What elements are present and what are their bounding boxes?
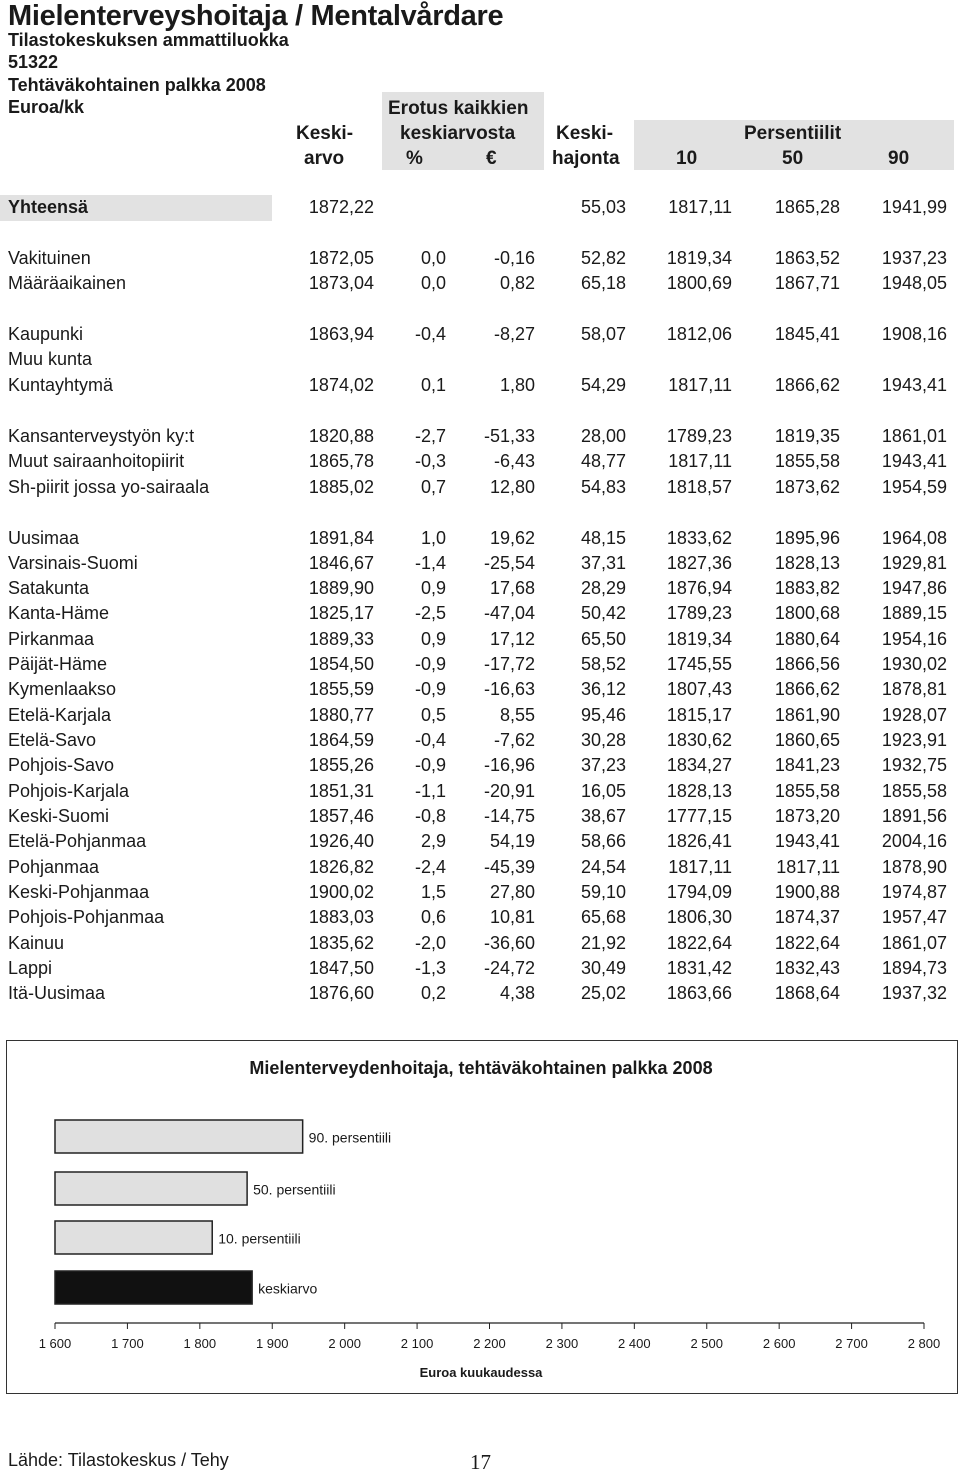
table-row: [0, 324, 960, 349]
row-label: Varsinais-Suomi: [8, 553, 138, 573]
x-tick-label: 2 300: [545, 1336, 579, 1351]
cell-p50: 1828,13: [774, 553, 840, 573]
cell-sd: 25,02: [580, 983, 626, 1003]
cell-p50: 1855,58: [774, 451, 840, 471]
cell-sd: 28,00: [580, 426, 626, 446]
table-row: [0, 654, 960, 679]
row-label: Muu kunta: [8, 349, 93, 369]
x-tick-label: 2 600: [762, 1336, 796, 1351]
cell-diff-eur: -16,63: [483, 679, 535, 699]
cell-mean: 1926,40: [308, 831, 374, 851]
cell-p50: 1800,68: [774, 603, 840, 623]
cell-diff-eur: -0,16: [493, 248, 535, 268]
cell-p90: 1937,32: [881, 983, 947, 1003]
cell-p10: 1826,41: [666, 831, 732, 851]
row-label: Pohjois-Savo: [8, 755, 115, 775]
cell-diff-pct: 0,6: [420, 907, 446, 927]
cell-p10: 1828,13: [666, 781, 732, 801]
cell-p10: 1794,09: [666, 882, 732, 902]
row-label: Etelä-Savo: [8, 730, 97, 750]
x-tick-label: 2 800: [907, 1336, 941, 1351]
cell-sd: 37,23: [580, 755, 626, 775]
cell-diff-pct: 0,9: [420, 578, 446, 598]
cell-p90: 1891,56: [881, 806, 947, 826]
cell-diff-pct: -1,4: [414, 553, 446, 573]
cell-p10: 1863,66: [666, 983, 732, 1003]
row-label: Sh-piirit jossa yo-sairaala: [8, 477, 210, 497]
x-tick-label: 2 700: [835, 1336, 868, 1351]
chart-title: Mielenterveydenhoitaja, tehtäväkohtainen palkka 2008: [249, 1058, 713, 1078]
row-label: Itä-Uusimaa: [8, 983, 106, 1003]
cell-p10: 1819,34: [666, 629, 732, 649]
cell-sd: 65,68: [580, 907, 626, 927]
cell-p50: 1845,41: [774, 324, 840, 344]
cell-sd: 58,66: [580, 831, 626, 851]
cell-p50: 1855,58: [774, 781, 840, 801]
cell-p90: 1937,23: [881, 248, 947, 268]
cell-p50: 1867,71: [774, 273, 840, 293]
cell-diff-pct: -2,5: [414, 603, 446, 623]
cell-mean: 1880,77: [308, 705, 374, 725]
cell-p50: 1874,37: [774, 907, 840, 927]
cell-diff-pct: 2,9: [420, 831, 446, 851]
cell-sd: 54,83: [580, 477, 626, 497]
table-row: [0, 426, 960, 451]
cell-diff-eur: -7,62: [493, 730, 535, 750]
table-row: [0, 273, 960, 298]
cell-p50: 1841,23: [774, 755, 840, 775]
cell-p50: 1866,56: [774, 654, 840, 674]
row-label: Etelä-Karjala: [8, 705, 112, 725]
cell-mean: 1825,17: [308, 603, 374, 623]
col-sd-header-top: Keski-: [556, 123, 614, 144]
cell-p10: 1806,30: [666, 907, 732, 927]
cell-sd: 52,82: [580, 248, 626, 268]
page-title: Mielenterveyshoitaja / Mentalvårdare: [8, 0, 504, 32]
cell-mean: 1883,03: [308, 907, 374, 927]
cell-sd: 54,29: [580, 375, 626, 395]
x-tick-label: 2 400: [618, 1336, 651, 1351]
cell-mean: 1857,46: [308, 806, 374, 826]
x-tick-label: 1 600: [38, 1336, 72, 1351]
cell-p90: 1878,81: [881, 679, 947, 699]
chart-bar-label: 10. persentiili: [218, 1230, 301, 1247]
cell-p90: 1957,47: [881, 907, 947, 927]
row-label: Kainuu: [8, 933, 65, 953]
cell-diff-eur: 54,19: [489, 831, 535, 851]
cell-diff-eur: -14,75: [483, 806, 535, 826]
cell-mean: 1835,62: [308, 933, 374, 953]
chart-bar-label: 90. persentiili: [308, 1129, 392, 1146]
cell-p10: 1789,23: [666, 426, 732, 446]
table-row: [0, 349, 960, 374]
cell-p90: 1889,15: [881, 603, 947, 623]
cell-sd: 16,05: [580, 781, 626, 801]
cell-diff-eur: 4,38: [499, 983, 535, 1003]
cell-p50: 1873,62: [774, 477, 840, 497]
cell-p50: 1943,41: [774, 831, 840, 851]
cell-mean: 1855,26: [308, 755, 374, 775]
cell-p90: 1908,16: [881, 324, 947, 344]
row-label: Pohjanmaa: [8, 857, 100, 877]
cell-diff-pct: -0,8: [414, 806, 446, 826]
cell-mean: 1820,88: [308, 426, 374, 446]
cell-diff-pct: 1,5: [420, 882, 446, 902]
cell-p90: 2004,16: [881, 831, 947, 851]
cell-p90: 1855,58: [881, 781, 947, 801]
table-row: [0, 553, 960, 578]
cell-diff-pct: -0,3: [414, 451, 446, 471]
chart-bar: [55, 1221, 212, 1254]
cell-p90: 1894,73: [881, 958, 947, 978]
cell-sd: 58,52: [580, 654, 626, 674]
table-row: [0, 882, 960, 907]
cell-diff-pct: -1,3: [414, 958, 446, 978]
cell-diff-pct: 0,0: [420, 273, 446, 293]
cell-p90: 1861,01: [881, 426, 947, 446]
table-row: [0, 248, 960, 273]
cell-sd: 65,50: [580, 629, 626, 649]
cell-sd: 36,12: [580, 679, 626, 699]
cell-mean: 1851,31: [308, 781, 374, 801]
x-tick-label: 2 000: [328, 1336, 361, 1351]
col-mean-header-bottom: arvo: [304, 148, 345, 169]
table-row: [0, 679, 960, 704]
table-row: [0, 603, 960, 628]
table-row: [0, 806, 960, 831]
chart-bar-label: 50. persentiili: [253, 1181, 336, 1198]
cell-diff-eur: 27,80: [489, 882, 535, 902]
cell-diff-pct: -0,4: [414, 730, 446, 750]
chart-bar: [55, 1172, 247, 1205]
cell-sd: 24,54: [580, 857, 626, 877]
x-tick-label: 2 100: [400, 1336, 434, 1351]
cell-p50: 1883,82: [774, 578, 840, 598]
cell-diff-eur: -51,33: [483, 426, 535, 446]
cell-p10: 1789,23: [666, 603, 732, 623]
cell-diff-eur: 19,62: [489, 528, 535, 548]
row-label: Kaupunki: [8, 324, 84, 344]
cell-p50: 1819,35: [774, 426, 840, 446]
cell-p50: 1880,64: [774, 629, 840, 649]
cell-diff-pct: -2,4: [414, 857, 446, 877]
cell-p90: 1929,81: [881, 553, 947, 573]
cell-diff-pct: 0,1: [420, 375, 446, 395]
cell-p90: 1947,86: [881, 578, 947, 598]
percentile-bar-chart: [7, 1041, 956, 1392]
cell-mean: 1865,78: [308, 451, 374, 471]
row-label: Vakituinen: [8, 248, 91, 268]
cell-mean: 1826,82: [308, 857, 374, 877]
row-label: Pohjois-Pohjanmaa: [8, 907, 165, 927]
cell-sd: 28,29: [580, 578, 626, 598]
page-number: 17: [470, 1450, 491, 1474]
table-row: [0, 451, 960, 476]
cell-p50: 1860,65: [774, 730, 840, 750]
cell-diff-eur: -24,72: [483, 958, 535, 978]
cell-p10: 1777,15: [666, 806, 732, 826]
cell-p10: 1831,42: [666, 958, 732, 978]
cell-diff-pct: -2,7: [414, 426, 446, 446]
cell-diff-eur: -45,39: [483, 857, 535, 877]
cell-mean: 1855,59: [308, 679, 374, 699]
cell-p10: 1745,55: [666, 654, 732, 674]
cell-mean: 1873,04: [308, 273, 374, 293]
cell-diff-eur: 10,81: [489, 907, 535, 927]
cell-sd: 95,46: [580, 705, 626, 725]
cell-diff-pct: 1,0: [420, 528, 446, 548]
cell-mean: 1872,05: [308, 248, 374, 268]
cell-p90: 1878,90: [881, 857, 947, 877]
chart-frame: [6, 1040, 958, 1394]
cell-p50: 1822,64: [774, 933, 840, 953]
cell-p90: 1941,99: [881, 197, 947, 217]
table-row: [0, 983, 960, 1008]
chart-bar-label: keskiarvo: [258, 1280, 318, 1297]
x-tick-label: 2 500: [690, 1336, 724, 1351]
row-label: Lappi: [8, 958, 53, 978]
cell-mean: 1872,22: [308, 197, 374, 217]
cell-p10: 1819,34: [666, 248, 732, 268]
cell-sd: 48,15: [580, 528, 626, 548]
row-label: Keski-Suomi: [8, 806, 110, 826]
cell-p90: 1943,41: [881, 375, 947, 395]
col-p10-header: 10: [676, 148, 698, 169]
cell-diff-eur: -8,27: [493, 324, 535, 344]
cell-p10: 1817,11: [668, 451, 732, 471]
cell-sd: 37,31: [580, 553, 626, 573]
cell-mean: 1847,50: [308, 958, 374, 978]
x-tick-label: 1 800: [183, 1336, 217, 1351]
cell-diff-pct: -0,4: [414, 324, 446, 344]
cell-sd: 58,07: [580, 324, 626, 344]
cell-mean: 1854,50: [308, 654, 374, 674]
cell-p90: 1954,16: [881, 629, 947, 649]
row-label: Etelä-Pohjanmaa: [8, 831, 147, 851]
cell-p10: 1876,94: [666, 578, 732, 598]
row-label: Keski-Pohjanmaa: [8, 882, 150, 902]
cell-diff-pct: 0,0: [420, 248, 446, 268]
cell-sd: 30,49: [580, 958, 626, 978]
cell-mean: 1889,33: [308, 629, 374, 649]
col-mean-header-top: Keski-: [296, 123, 354, 144]
cell-diff-pct: -0,9: [414, 755, 446, 775]
cell-mean: 1874,02: [308, 375, 374, 395]
cell-p90: 1954,59: [881, 477, 947, 497]
row-label: Päijät-Häme: [8, 654, 108, 674]
cell-mean: 1889,90: [308, 578, 374, 598]
cell-mean: 1864,59: [308, 730, 374, 750]
cell-p50: 1865,28: [774, 197, 840, 217]
unit-label: Euroa/kk: [8, 97, 85, 117]
cell-p10: 1833,62: [666, 528, 732, 548]
table-row: [0, 477, 960, 502]
salary-type-label: Tehtäväkohtainen palkka 2008: [8, 75, 266, 95]
cell-sd: 65,18: [580, 273, 626, 293]
cell-mean: 1891,84: [308, 528, 374, 548]
table-row: [0, 705, 960, 730]
cell-sd: 38,67: [580, 806, 626, 826]
row-label: Kuntayhtymä: [8, 375, 114, 395]
cell-p50: 1900,88: [774, 882, 840, 902]
occupation-class-label: Tilastokeskuksen ammattiluokka: [8, 30, 289, 50]
cell-sd: 50,42: [580, 603, 626, 623]
cell-p50: 1861,90: [774, 705, 840, 725]
cell-p10: 1815,17: [666, 705, 732, 725]
cell-diff-pct: 0,2: [420, 983, 446, 1003]
cell-p50: 1866,62: [774, 375, 840, 395]
table-row: [0, 933, 960, 958]
cell-diff-pct: -2,0: [414, 933, 446, 953]
chart-bar: [55, 1120, 303, 1153]
cell-p10: 1807,43: [666, 679, 732, 699]
table-row: [0, 857, 960, 882]
table-row: [0, 755, 960, 780]
x-tick-label: 1 900: [255, 1336, 289, 1351]
cell-p90: 1948,05: [881, 273, 947, 293]
cell-p50: 1863,52: [774, 248, 840, 268]
table-row: [0, 958, 960, 983]
cell-diff-eur: 1,80: [499, 375, 535, 395]
row-label: Kymenlaakso: [8, 679, 117, 699]
cell-diff-eur: -36,60: [483, 933, 535, 953]
cell-p90: 1964,08: [881, 528, 947, 548]
cell-sd: 55,03: [580, 197, 626, 217]
row-label: Kansanterveystyön ky:t: [8, 426, 195, 446]
cell-p10: 1830,62: [666, 730, 732, 750]
cell-diff-pct: -1,1: [414, 781, 446, 801]
cell-mean: 1863,94: [308, 324, 374, 344]
col-diff-eur-header: €: [486, 148, 497, 169]
cell-p90: 1974,87: [881, 882, 947, 902]
cell-p50: 1832,43: [774, 958, 840, 978]
cell-sd: 48,77: [580, 451, 626, 471]
row-label: Uusimaa: [8, 528, 80, 548]
x-axis-label: Euroa kuukaudessa: [419, 1365, 543, 1380]
row-label: Kanta-Häme: [8, 603, 110, 623]
cell-p10: 1822,64: [666, 933, 732, 953]
cell-p90: 1930,02: [881, 654, 947, 674]
x-tick-label: 1 700: [111, 1336, 144, 1351]
table-row: [0, 907, 960, 932]
row-label: Pirkanmaa: [8, 629, 95, 649]
table-row: [0, 831, 960, 856]
row-label: Satakunta: [8, 578, 90, 598]
cell-diff-eur: -16,96: [483, 755, 535, 775]
cell-sd: 30,28: [580, 730, 626, 750]
cell-diff-eur: -25,54: [483, 553, 535, 573]
cell-p10: 1818,57: [666, 477, 732, 497]
cell-sd: 59,10: [580, 882, 626, 902]
col-diff-header-2: keskiarvosta: [400, 123, 516, 144]
table-row: [0, 629, 960, 654]
cell-mean: 1900,02: [308, 882, 374, 902]
row-label: Määräaikainen: [8, 273, 127, 293]
cell-diff-eur: 8,55: [499, 705, 535, 725]
cell-mean: 1885,02: [308, 477, 374, 497]
col-sd-header-bottom: hajonta: [552, 148, 620, 169]
col-diff-header-1: Erotus kaikkien: [388, 98, 529, 119]
cell-diff-eur: 0,82: [499, 273, 535, 293]
cell-p90: 1861,07: [881, 933, 947, 953]
col-p50-header: 50: [782, 148, 804, 169]
table-row: [0, 781, 960, 806]
source-note: Lähde: Tilastokeskus / Tehy: [8, 1450, 229, 1470]
col-p90-header: 90: [888, 148, 910, 169]
cell-diff-eur: -17,72: [483, 654, 535, 674]
cell-diff-pct: -0,9: [414, 679, 446, 699]
cell-p50: 1817,11: [776, 857, 840, 877]
cell-diff-pct: 0,7: [420, 477, 446, 497]
table-total-row: [0, 197, 960, 222]
occupation-code: 51322: [8, 52, 59, 72]
cell-p90: 1928,07: [881, 705, 947, 725]
table-row: [0, 730, 960, 755]
cell-p10: 1827,36: [666, 553, 732, 573]
cell-diff-eur: 17,68: [489, 578, 535, 598]
cell-p90: 1943,41: [881, 451, 947, 471]
table-row: [0, 528, 960, 553]
cell-mean: 1846,67: [308, 553, 374, 573]
cell-diff-eur: -6,43: [493, 451, 535, 471]
col-diff-pct-header: %: [406, 148, 423, 169]
cell-diff-pct: 0,9: [420, 629, 446, 649]
table-row: [0, 375, 960, 400]
cell-diff-eur: -20,91: [483, 781, 535, 801]
cell-p10: 1834,27: [666, 755, 732, 775]
cell-p50: 1868,64: [774, 983, 840, 1003]
cell-p10: 1817,11: [668, 857, 732, 877]
cell-p10: 1817,11: [668, 197, 732, 217]
x-tick-label: 2 200: [473, 1336, 506, 1351]
cell-diff-pct: 0,5: [420, 705, 446, 725]
cell-p10: 1812,06: [666, 324, 732, 344]
chart-bar: [55, 1271, 252, 1304]
cell-p50: 1873,20: [774, 806, 840, 826]
cell-p10: 1817,11: [668, 375, 732, 395]
cell-mean: 1876,60: [308, 983, 374, 1003]
cell-diff-pct: -0,9: [414, 654, 446, 674]
cell-p90: 1932,75: [881, 755, 947, 775]
cell-sd: 21,92: [580, 933, 626, 953]
cell-p10: 1800,69: [666, 273, 732, 293]
cell-p90: 1923,91: [881, 730, 947, 750]
row-label: Yhteensä: [8, 197, 89, 217]
cell-p50: 1895,96: [774, 528, 840, 548]
table-row: [0, 578, 960, 603]
col-percentiles-header: Persentiilit: [744, 123, 842, 144]
row-label: Pohjois-Karjala: [8, 781, 130, 801]
cell-diff-eur: -47,04: [483, 603, 535, 623]
cell-p50: 1866,62: [774, 679, 840, 699]
cell-diff-eur: 17,12: [489, 629, 535, 649]
cell-diff-eur: 12,80: [489, 477, 535, 497]
row-label: Muut sairaanhoitopiirit: [8, 451, 185, 471]
